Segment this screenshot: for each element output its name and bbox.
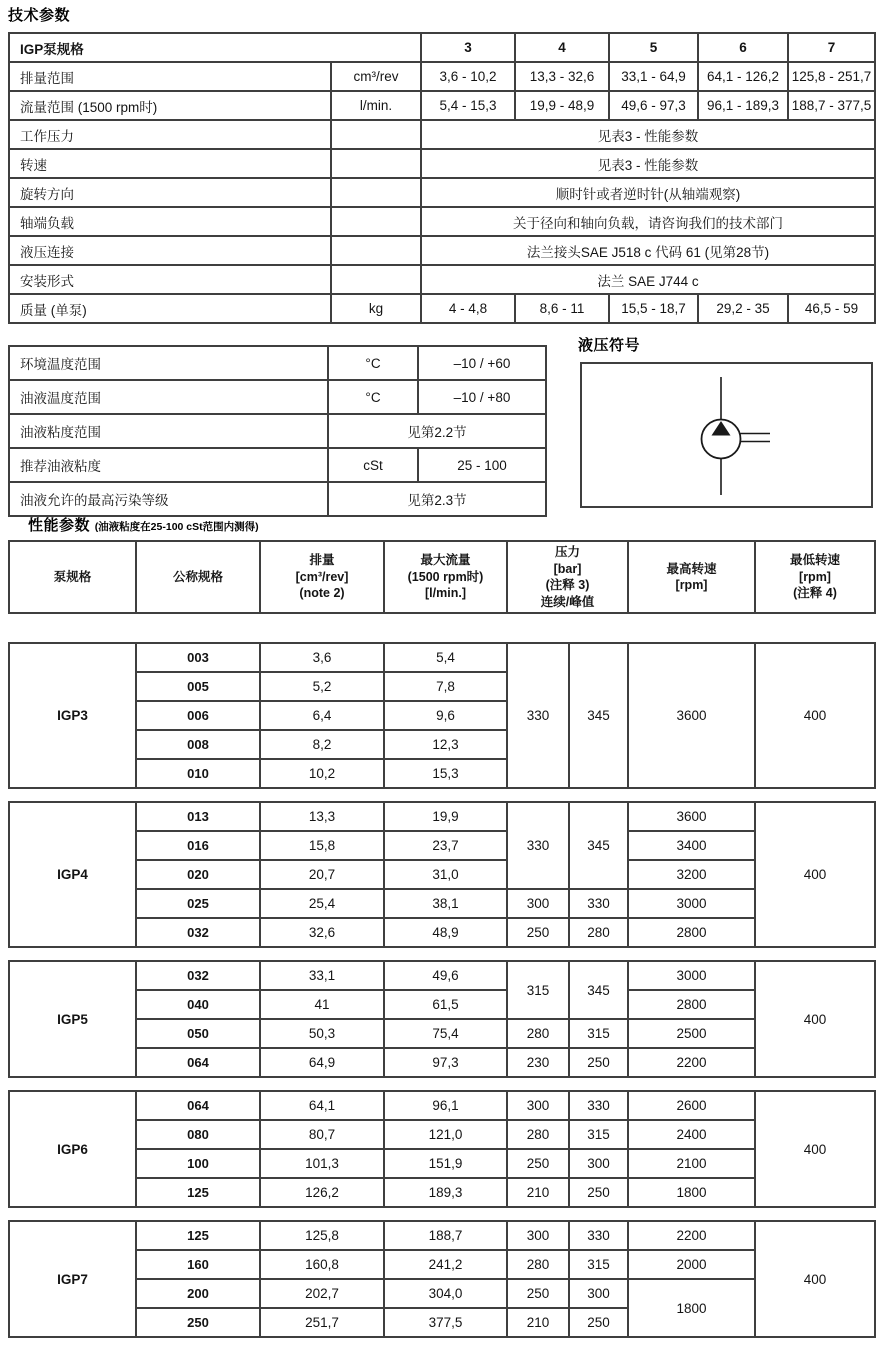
section-title-hydraulic-symbol: 液压符号: [578, 337, 641, 354]
max-speed-cell: 2000: [628, 1250, 755, 1279]
unit-cell-empty: [331, 207, 421, 236]
value-cell: 188,7 - 377,5: [788, 91, 875, 120]
mass-row: [9, 294, 875, 323]
value-cell: 29,2 - 35: [698, 294, 788, 323]
performance-title-note: (油液粘度在25-100 cSt范围内测得): [94, 521, 259, 533]
value-cell: 3,6 - 10,2: [421, 62, 515, 91]
value-cell: 125,8 - 251,7: [788, 62, 875, 91]
displacement-cell: 32,6: [260, 918, 384, 947]
max-speed-cell: 3400: [628, 831, 755, 860]
code-cell: 040: [136, 990, 260, 1019]
table-row: [9, 1250, 875, 1279]
table-row: [9, 1048, 875, 1077]
pressure-cont-cell: 250: [507, 1279, 569, 1308]
displacement-cell: 5,2: [260, 672, 384, 701]
displacement-cell: 101,3: [260, 1149, 384, 1178]
mounting-row: [9, 265, 875, 294]
code-cell: 016: [136, 831, 260, 860]
displacement-cell: 13,3: [260, 802, 384, 831]
row-label: 安装形式: [9, 265, 331, 294]
spacer-cell: [9, 1077, 875, 1091]
flow-cell: 5,4: [384, 643, 507, 672]
header-line: (注释 3): [545, 578, 590, 592]
displacement-cell: 41: [260, 990, 384, 1019]
working-pressure-row: [9, 120, 875, 149]
spacer-row: [9, 1207, 875, 1221]
unit-cell: °C: [328, 346, 418, 380]
value-cell: 64,1 - 126,2: [698, 62, 788, 91]
performance-title-text: 性能参数: [28, 517, 91, 534]
value-cell: 8,6 - 11: [515, 294, 609, 323]
unit-cell-empty: [331, 236, 421, 265]
max-speed-cell: 3200: [628, 860, 755, 889]
code-cell: 250: [136, 1308, 260, 1337]
table-row: [9, 1149, 875, 1178]
flow-cell: 377,5: [384, 1308, 507, 1337]
pressure-cont-cell: 250: [507, 1149, 569, 1178]
flow-cell: 75,4: [384, 1019, 507, 1048]
size-header-cell: 4: [515, 33, 609, 62]
code-cell: 032: [136, 961, 260, 990]
header-line: [bar]: [553, 561, 582, 576]
value-cell: –10 / +60: [418, 346, 546, 380]
speed-row: [9, 149, 875, 178]
pump-size-header-label: IGP泵规格: [9, 33, 421, 62]
code-cell: 125: [136, 1221, 260, 1250]
recommended-viscosity-row: [9, 448, 546, 482]
min-speed-cell: 400: [755, 1091, 875, 1207]
unit-cell-empty: [331, 149, 421, 178]
span-value-cell: 法兰接头SAE J518 c 代码 61 (见第28节): [421, 236, 875, 265]
flow-cell: 7,8: [384, 672, 507, 701]
row-label: 轴端负载: [9, 207, 331, 236]
col-header-max-flow: [384, 541, 507, 613]
value-cell: 25 - 100: [418, 448, 546, 482]
displacement-cell: 3,6: [260, 643, 384, 672]
max-speed-cell: 3600: [628, 643, 755, 788]
displacement-cell: 126,2: [260, 1178, 384, 1207]
pump-series-cell: IGP4: [9, 802, 136, 947]
pressure-cont-cell: 315: [507, 961, 569, 1019]
code-cell: 080: [136, 1120, 260, 1149]
displacement-cell: 15,8: [260, 831, 384, 860]
min-speed-cell: 400: [755, 1221, 875, 1337]
code-cell: 160: [136, 1250, 260, 1279]
unit-cell-empty: [331, 178, 421, 207]
displacement-cell: 20,7: [260, 860, 384, 889]
flow-cell: 61,5: [384, 990, 507, 1019]
flow-cell: 48,9: [384, 918, 507, 947]
pressure-peak-cell: 300: [569, 1149, 628, 1178]
header-line: 连续/峰值: [540, 594, 595, 609]
table-row: [9, 918, 875, 947]
pressure-cont-cell: 250: [507, 918, 569, 947]
displacement-cell: 8,2: [260, 730, 384, 759]
table-row: [9, 860, 875, 889]
displacement-cell: 25,4: [260, 889, 384, 918]
row-label: 油液粘度范围: [9, 414, 328, 448]
flow-cell: 304,0: [384, 1279, 507, 1308]
table-row: [9, 1019, 875, 1048]
min-speed-cell: 400: [755, 643, 875, 788]
pressure-peak-cell: 315: [569, 1250, 628, 1279]
flow-cell: 96,1: [384, 1091, 507, 1120]
displacement-cell: 10,2: [260, 759, 384, 788]
spacer-cell: [9, 1207, 875, 1221]
table-row: [9, 1091, 875, 1120]
col-header-max-speed: [628, 541, 755, 613]
pressure-peak-cell: 345: [569, 643, 628, 788]
flow-cell: 12,3: [384, 730, 507, 759]
pressure-peak-cell: 280: [569, 918, 628, 947]
pressure-cont-cell: 230: [507, 1048, 569, 1077]
value-cell: 13,3 - 32,6: [515, 62, 609, 91]
row-label: 工作压力: [9, 120, 331, 149]
max-speed-cell: 3000: [628, 889, 755, 918]
max-speed-cell: 2200: [628, 1221, 755, 1250]
code-cell: 025: [136, 889, 260, 918]
code-cell: 005: [136, 672, 260, 701]
table-row: [9, 643, 875, 672]
contamination-level-row: [9, 482, 546, 516]
row-label: 推荐油液粘度: [9, 448, 328, 482]
pressure-cont-cell: 210: [507, 1308, 569, 1337]
flow-cell: 189,3: [384, 1178, 507, 1207]
header-line: 排量: [309, 553, 335, 568]
flow-cell: 241,2: [384, 1250, 507, 1279]
pump-series-cell: IGP6: [9, 1091, 136, 1207]
value-cell: –10 / +80: [418, 380, 546, 414]
pressure-peak-cell: 315: [569, 1120, 628, 1149]
row-label: 排量范围: [9, 62, 331, 91]
unit-cell: cm³/rev: [331, 62, 421, 91]
pressure-cont-cell: 300: [507, 889, 569, 918]
value-cell: 19,9 - 48,9: [515, 91, 609, 120]
size-header-cell: 6: [698, 33, 788, 62]
code-cell: 008: [136, 730, 260, 759]
header-line: 最高转速: [666, 561, 717, 576]
pump-series-cell: IGP5: [9, 961, 136, 1077]
hydraulic-connection-row: [9, 236, 875, 265]
size-header-cell: 5: [609, 33, 698, 62]
flow-cell: 31,0: [384, 860, 507, 889]
unit-cell: cSt: [328, 448, 418, 482]
table-row: [9, 1120, 875, 1149]
value-cell: 4 - 4,8: [421, 294, 515, 323]
header-line: (note 2): [299, 586, 345, 601]
size-header-cell: 7: [788, 33, 875, 62]
pressure-peak-cell: 345: [569, 961, 628, 1019]
performance-params-table: [8, 540, 876, 1338]
code-cell: 100: [136, 1149, 260, 1178]
displacement-cell: 50,3: [260, 1019, 384, 1048]
header-line: (1500 rpm时): [407, 569, 484, 584]
code-cell: 050: [136, 1019, 260, 1048]
value-cell: 49,6 - 97,3: [609, 91, 698, 120]
table-row: [9, 889, 875, 918]
displacement-cell: 6,4: [260, 701, 384, 730]
header-line: [l/min.]: [425, 586, 466, 601]
span-value-cell: 见表3 - 性能参数: [421, 120, 875, 149]
header-line: [rpm]: [799, 569, 831, 584]
col-header-pump-series: 泵规格: [9, 541, 136, 613]
flow-cell: 19,9: [384, 802, 507, 831]
displacement-range-row: [9, 62, 875, 91]
flow-cell: 151,9: [384, 1149, 507, 1178]
col-header-displacement: [260, 541, 384, 613]
pressure-cont-cell: 280: [507, 1250, 569, 1279]
value-cell: 33,1 - 64,9: [609, 62, 698, 91]
displacement-cell: 33,1: [260, 961, 384, 990]
pressure-peak-cell: 330: [569, 1091, 628, 1120]
code-cell: 006: [136, 701, 260, 730]
technical-params-table: [8, 32, 876, 324]
unit-cell: kg: [331, 294, 421, 323]
pressure-peak-cell: 315: [569, 1019, 628, 1048]
header-line: 最大流量: [420, 553, 471, 568]
max-speed-cell: 2200: [628, 1048, 755, 1077]
col-header-pressure: [507, 541, 628, 613]
max-speed-cell: 2800: [628, 990, 755, 1019]
row-label: 油液温度范围: [9, 380, 328, 414]
span-value-cell: 见第2.3节: [328, 482, 546, 516]
displacement-cell: 64,9: [260, 1048, 384, 1077]
value-cell: 96,1 - 189,3: [698, 91, 788, 120]
table-row: [9, 990, 875, 1019]
flow-cell: 23,7: [384, 831, 507, 860]
max-speed-cell: 1800: [628, 1279, 755, 1337]
pressure-cont-cell: 210: [507, 1178, 569, 1207]
spacer-row: [9, 1077, 875, 1091]
value-cell: 15,5 - 18,7: [609, 294, 698, 323]
displacement-cell: 64,1: [260, 1091, 384, 1120]
min-speed-cell: 400: [755, 961, 875, 1077]
perf-header-row: [9, 541, 875, 613]
pressure-cont-cell: 330: [507, 802, 569, 889]
spacer-cell: [9, 613, 875, 643]
table-row: [9, 961, 875, 990]
pressure-cont-cell: 300: [507, 1091, 569, 1120]
flow-range-row: [9, 91, 875, 120]
displacement-cell: 202,7: [260, 1279, 384, 1308]
spacer-cell: [9, 788, 875, 802]
flow-cell: 121,0: [384, 1120, 507, 1149]
max-speed-cell: 3000: [628, 961, 755, 990]
pump-series-cell: IGP3: [9, 643, 136, 788]
code-cell: 020: [136, 860, 260, 889]
header-line: 最低转速: [790, 553, 841, 568]
max-speed-cell: 1800: [628, 1178, 755, 1207]
flow-cell: 9,6: [384, 701, 507, 730]
ambient-temp-row: [9, 346, 546, 380]
code-cell: 125: [136, 1178, 260, 1207]
pressure-peak-cell: 250: [569, 1048, 628, 1077]
displacement-cell: 251,7: [260, 1308, 384, 1337]
flow-direction-triangle-icon: [712, 421, 731, 436]
spacer-cell: [9, 947, 875, 961]
spacer-row: [9, 788, 875, 802]
header-line: 压力: [555, 545, 581, 559]
hydraulic-symbol-diagram: [580, 362, 873, 508]
row-label: 旋转方向: [9, 178, 331, 207]
shaft-load-row: [9, 207, 875, 236]
table-row: [9, 831, 875, 860]
spacer-row: [9, 947, 875, 961]
displacement-cell: 125,8: [260, 1221, 384, 1250]
pressure-peak-cell: 250: [569, 1308, 628, 1337]
code-cell: 013: [136, 802, 260, 831]
rotation-direction-row: [9, 178, 875, 207]
row-label: 环境温度范围: [9, 346, 328, 380]
col-header-min-speed: [755, 541, 875, 613]
max-speed-cell: 2400: [628, 1120, 755, 1149]
flow-cell: 38,1: [384, 889, 507, 918]
fluid-temp-row: [9, 380, 546, 414]
max-speed-cell: 3600: [628, 802, 755, 831]
span-value-cell: 关于径向和轴向负载，请咨询我们的技术部门: [421, 207, 875, 236]
code-cell: 064: [136, 1048, 260, 1077]
row-label: 液压连接: [9, 236, 331, 265]
flow-cell: 188,7: [384, 1221, 507, 1250]
code-cell: 200: [136, 1279, 260, 1308]
unit-cell: l/min.: [331, 91, 421, 120]
flow-cell: 49,6: [384, 961, 507, 990]
span-value-cell: 法兰 SAE J744 c: [421, 265, 875, 294]
row-label: 流量范围 (1500 rpm时): [9, 91, 331, 120]
row-label: 转速: [9, 149, 331, 178]
row-label: 质量 (单泵): [9, 294, 331, 323]
row-label: 油液允许的最高污染等级: [9, 482, 328, 516]
table-row: [9, 802, 875, 831]
pressure-peak-cell: 250: [569, 1178, 628, 1207]
viscosity-range-row: [9, 414, 546, 448]
pressure-peak-cell: 330: [569, 889, 628, 918]
flow-cell: 97,3: [384, 1048, 507, 1077]
max-speed-cell: 2800: [628, 918, 755, 947]
pressure-cont-cell: 280: [507, 1019, 569, 1048]
unit-cell-empty: [331, 265, 421, 294]
table1-header-row: [9, 33, 875, 62]
size-header-cell: 3: [421, 33, 515, 62]
pump-series-cell: IGP7: [9, 1221, 136, 1337]
code-cell: 010: [136, 759, 260, 788]
pressure-peak-cell: 345: [569, 802, 628, 889]
span-value-cell: 见第2.2节: [328, 414, 546, 448]
min-speed-cell: 400: [755, 802, 875, 947]
header-line: [cm³/rev]: [295, 569, 349, 584]
section-title-technical-params: 技术参数: [8, 7, 71, 24]
value-cell: 46,5 - 59: [788, 294, 875, 323]
span-value-cell: 顺时针或者逆时针(从轴端观察): [421, 178, 875, 207]
pressure-cont-cell: 330: [507, 643, 569, 788]
header-line: (注释 4): [793, 586, 837, 601]
displacement-cell: 80,7: [260, 1120, 384, 1149]
table-row: [9, 1178, 875, 1207]
table-row: [9, 1221, 875, 1250]
section-title-performance-params: [28, 514, 259, 535]
value-cell: 5,4 - 15,3: [421, 91, 515, 120]
col-header-nominal-size: 公称规格: [136, 541, 260, 613]
spacer-row: [9, 613, 875, 643]
code-cell: 064: [136, 1091, 260, 1120]
code-cell: 032: [136, 918, 260, 947]
fluid-params-table: [8, 345, 547, 517]
span-value-cell: 见表3 - 性能参数: [421, 149, 875, 178]
max-speed-cell: 2100: [628, 1149, 755, 1178]
pressure-cont-cell: 300: [507, 1221, 569, 1250]
code-cell: 003: [136, 643, 260, 672]
header-line: [rpm]: [675, 578, 708, 592]
pressure-peak-cell: 330: [569, 1221, 628, 1250]
max-speed-cell: 2500: [628, 1019, 755, 1048]
unit-cell: °C: [328, 380, 418, 414]
max-speed-cell: 2600: [628, 1091, 755, 1120]
unit-cell-empty: [331, 120, 421, 149]
displacement-cell: 160,8: [260, 1250, 384, 1279]
table-row: [9, 1279, 875, 1308]
pressure-cont-cell: 280: [507, 1120, 569, 1149]
pressure-peak-cell: 300: [569, 1279, 628, 1308]
flow-cell: 15,3: [384, 759, 507, 788]
